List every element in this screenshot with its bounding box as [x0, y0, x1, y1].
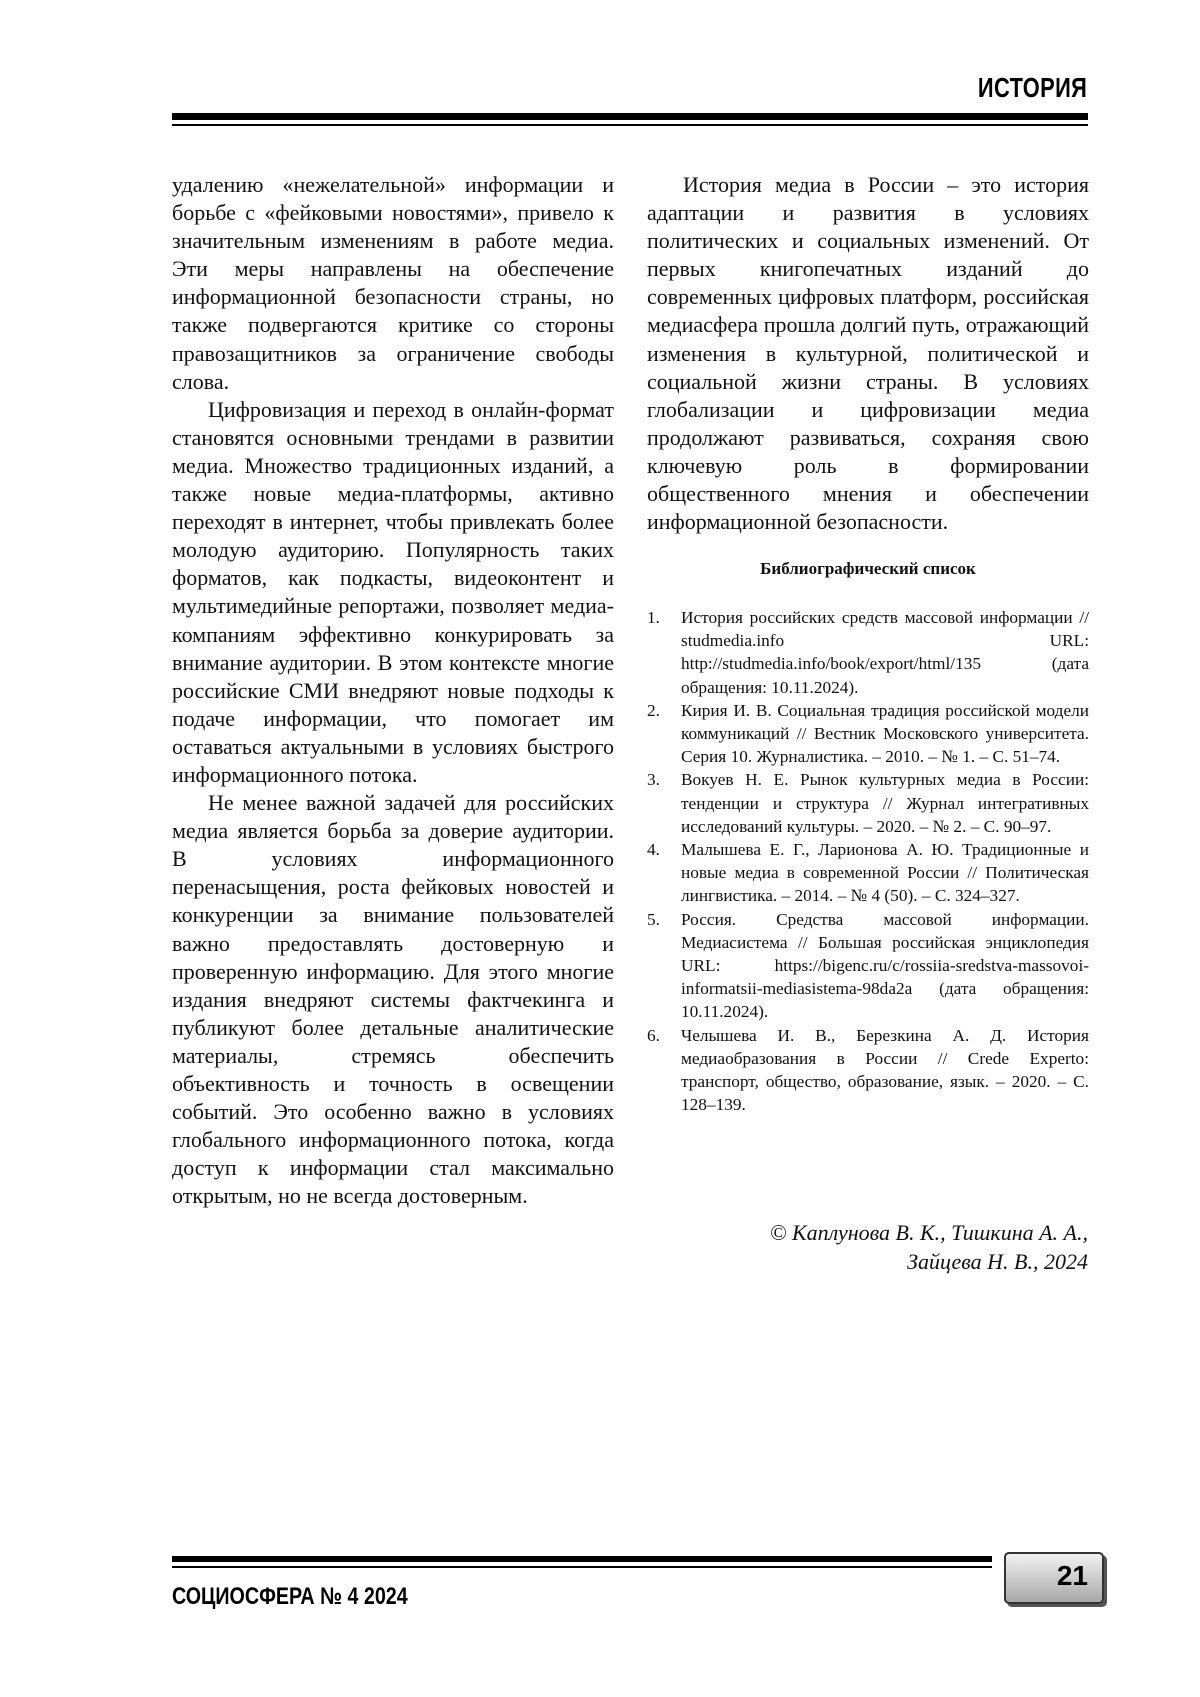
- header-rule-thick: [172, 113, 1088, 120]
- copyright: [770, 1218, 1088, 1276]
- copyright-line: © Каплунова В. К., Тишкина А. А.,: [770, 1218, 1088, 1247]
- bibliography-item: [647, 699, 1089, 769]
- bibliography-number: 5.: [647, 908, 681, 1024]
- page-number: 21: [1057, 1560, 1088, 1592]
- right-column: [647, 171, 1089, 536]
- bibliography-text: Россия. Средства массовой информации. Медиасистема // Большая российская энциклопедия URL: https://bigenc.ru/c/rossiia-sredstva-massovoi-informatsii-mediasistema-98da2a (дата обращения: 10.11.2024).: [681, 908, 1089, 1024]
- bibliography-item: [647, 768, 1089, 838]
- paragraph: удалению «нежелательной» информации и борьбе с «фейковыми новостями», привело к значительным изменениям в работе медиа. Эти меры направлены на обеспечение информационной безопасности страны, но также подвергаются критике со стороны правозащитников за ограничение свободы слова.: [172, 171, 614, 396]
- left-column: [172, 171, 614, 1210]
- bibliography-number: 1.: [647, 606, 681, 699]
- page-number-box: [1004, 1552, 1104, 1604]
- paragraph: Не менее важной задачей для российских медиа является борьба за доверие аудитории. В условиях информационного перенасыщения, роста фейковых новостей и конкуренции за внимание пользователей важно предоставлять достоверную и проверенную информацию. Для этого многие издания внедряют системы фактчекинга и публикуют более детальные аналитические материалы, стремясь обеспечить объективность и точность в освещении событий. Это особенно важно в условиях глобального информационного потока, когда доступ к информации стал максимально открытым, но не всегда достоверным.: [172, 789, 614, 1210]
- copyright-line: Зайцева Н. В., 2024: [770, 1247, 1088, 1276]
- footer-rule-thick: [172, 1556, 992, 1562]
- bibliography-number: 4.: [647, 838, 681, 908]
- bibliography-text: История российских средств массовой информации // studmedia.info URL: http://studmedia.info/book/export/html/135 (дата обращения: 10.11.2024).: [681, 606, 1089, 699]
- bibliography-heading: Библиографический список: [647, 559, 1089, 579]
- footer-rule-thin: [172, 1566, 992, 1568]
- bibliography-text: Челышева И. В., Березкина А. Д. История медиаобразования в России // Crede Experto: транспорт, общество, образование, язык. – 2020. – С. 128–139.: [681, 1024, 1089, 1117]
- bibliography-text: Кирия И. В. Социальная традиция российской модели коммуникаций // Вестник Московского университета. Серия 10. Журналистика. – 2010. – № 1. – С. 51–74.: [681, 699, 1089, 769]
- header-rule-thin: [172, 124, 1088, 126]
- bibliography-item: [647, 908, 1089, 1024]
- journal-title: СОЦИОСФЕРА № 4 2024: [172, 1583, 408, 1611]
- bibliography-text: Малышева Е. Г., Ларионова А. Ю. Традиционные и новые медиа в современной России // Политическая лингвистика. – 2014. – № 4 (50). – С. 324–327.: [681, 838, 1089, 908]
- bibliography-item: [647, 1024, 1089, 1117]
- bibliography-text: Вокуев Н. Е. Рынок культурных медиа в России: тенденции и структура // Журнал интегративных исследований культуры. – 2020. – № 2. – С. 90–97.: [681, 768, 1089, 838]
- section-title: ИСТОРИЯ: [978, 72, 1087, 104]
- bibliography-number: 2.: [647, 699, 681, 769]
- bibliography-number: 6.: [647, 1024, 681, 1117]
- bibliography-item: [647, 838, 1089, 908]
- paragraph: История медиа в России – это история адаптации и развития в условиях политических и социальных изменений. От первых книгопечатных изданий до современных цифровых платформ, российская медиасфера прошла долгий путь, отражающий изменения в культурной, политической и социальной жизни страны. В условиях глобализации и цифровизации медиа продолжают развиваться, сохраняя свою ключевую роль в формировании общественного мнения и обеспечении информационной безопасности.: [647, 171, 1089, 536]
- bibliography-number: 3.: [647, 768, 681, 838]
- bibliography-list: [647, 606, 1089, 1116]
- bibliography-item: [647, 606, 1089, 699]
- paragraph: Цифровизация и переход в онлайн-формат становятся основными трендами в развитии медиа. Множество традиционных изданий, а также новые медиа-платформы, активно переходят в интернет, чтобы привлекать более молодую аудиторию. Популярность таких форматов, как подкасты, видеоконтент и мультимедийные репортажи, позволяет медиа-компаниям эффективно конкурировать за внимание аудитории. В этом контексте многие российские СМИ внедряют новые подходы к подаче информации, что помогает им оставаться актуальными в условиях быстрого информационного потока.: [172, 396, 614, 789]
